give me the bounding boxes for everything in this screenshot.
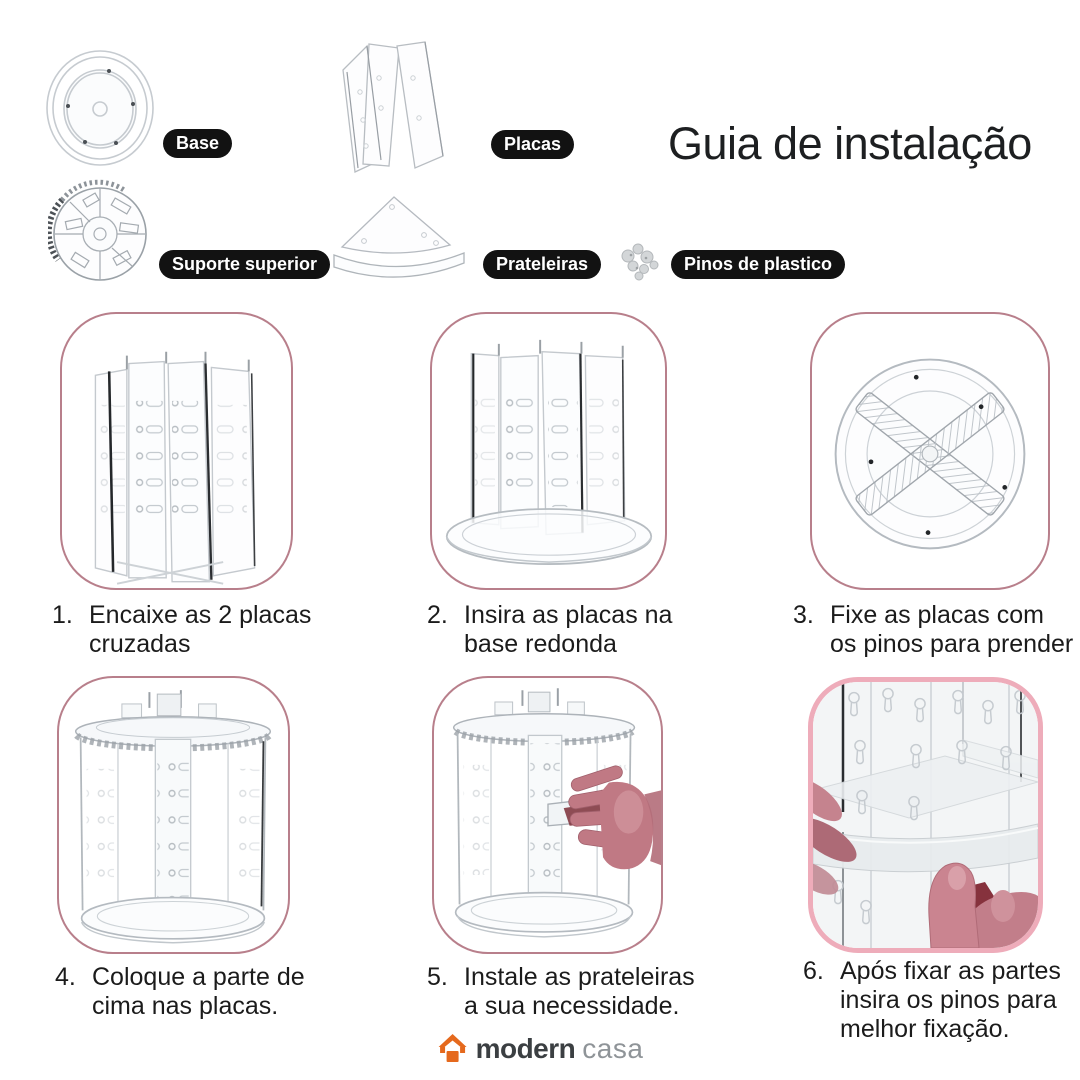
caption-line: os pinos para prender xyxy=(830,630,1074,658)
step-2-illustration xyxy=(432,314,665,588)
step-3-number: 3. xyxy=(793,601,814,629)
step-5-image-frame xyxy=(432,676,663,954)
house-icon xyxy=(437,1032,469,1066)
caption-line: Instale as prateleiras xyxy=(464,963,695,991)
step-6-number: 6. xyxy=(803,957,824,985)
step-4-image-frame xyxy=(57,676,290,954)
step-3-illustration xyxy=(812,314,1048,588)
step-5-caption xyxy=(427,963,695,1021)
brand-logo xyxy=(437,1032,644,1066)
step-5-illustration xyxy=(434,678,661,952)
step-1-image-frame xyxy=(60,312,293,590)
caption-line: melhor fixação. xyxy=(840,1015,1010,1043)
step-2-number: 2. xyxy=(427,601,448,629)
caption-line: Fixe as placas com xyxy=(830,601,1044,629)
part-pinos-illustration xyxy=(613,238,667,286)
step-1-number: 1. xyxy=(52,601,73,629)
part-suporte-illustration xyxy=(48,176,156,294)
caption-line: base redonda xyxy=(464,630,617,658)
part-label-placas-text: Placas xyxy=(504,134,562,154)
step-6-illustration xyxy=(813,682,1038,948)
caption-line: Após fixar as partes xyxy=(840,957,1061,985)
part-label-prateleiras-text: Prateleiras xyxy=(496,254,589,274)
step-2-image-frame xyxy=(430,312,667,590)
brand-name-bold: modern xyxy=(475,1033,576,1064)
part-base-illustration xyxy=(44,46,156,172)
caption-line: insira os pinos para xyxy=(840,986,1057,1014)
step-1-illustration xyxy=(62,314,291,588)
step-6-caption xyxy=(803,957,1061,1044)
part-label-suporte xyxy=(159,250,330,279)
step-5-number: 5. xyxy=(427,963,448,991)
step-3-image-frame xyxy=(810,312,1050,590)
step-3-caption xyxy=(793,601,1073,659)
caption-line: Encaixe as 2 placas xyxy=(89,601,312,629)
page-title: Guia de instalação xyxy=(668,118,1032,169)
part-label-prateleiras xyxy=(483,250,601,279)
step-6-image-frame xyxy=(808,677,1043,953)
part-placas-illustration xyxy=(335,28,457,174)
caption-line: a sua necessidade. xyxy=(464,992,680,1020)
part-label-suporte-text: Suporte superior xyxy=(172,254,318,274)
step-1-caption xyxy=(52,601,311,659)
caption-line: cruzadas xyxy=(89,630,191,658)
step-4-caption xyxy=(55,963,305,1021)
caption-line: Insira as placas na xyxy=(464,601,673,629)
part-prateleiras-illustration xyxy=(328,193,470,285)
brand-name-light: casa xyxy=(582,1033,644,1064)
part-label-pinos xyxy=(671,250,845,279)
part-label-base xyxy=(163,129,232,158)
caption-line: Coloque a parte de xyxy=(92,963,305,991)
step-2-caption xyxy=(427,601,672,659)
part-label-base-text: Base xyxy=(176,133,220,153)
step-4-illustration xyxy=(59,678,288,952)
part-label-placas xyxy=(491,130,574,159)
caption-line: cima nas placas. xyxy=(92,992,279,1020)
part-label-pinos-text: Pinos de plastico xyxy=(684,254,833,274)
step-4-number: 4. xyxy=(55,963,76,991)
